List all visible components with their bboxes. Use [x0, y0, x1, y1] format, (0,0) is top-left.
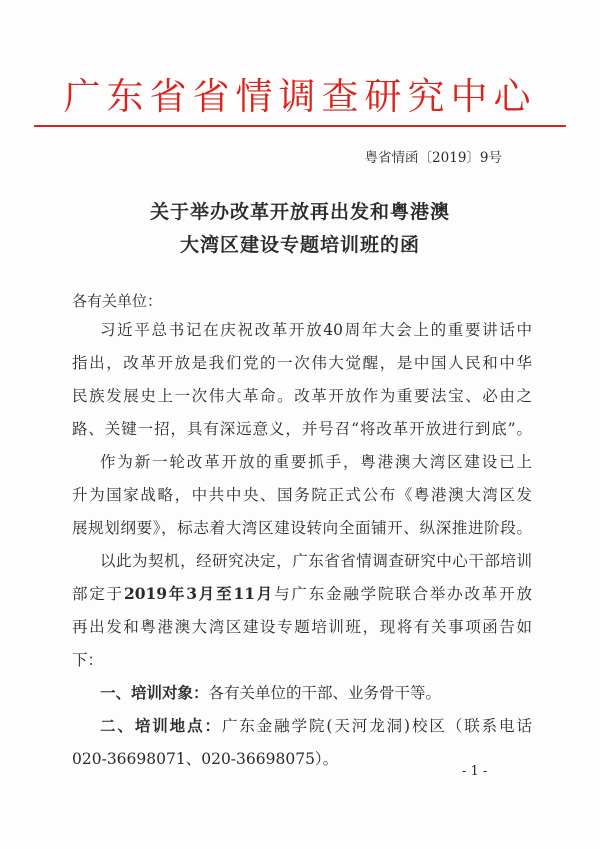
letterhead-rule	[34, 125, 566, 127]
document-number: 粤省情函〔2019〕9号	[364, 150, 502, 166]
paragraph-1-line: 路、关键一招，具有深远意义，并号召“将改革开放进行到底”。	[72, 420, 532, 438]
document-title-line-2: 大湾区建设专题培训班的函	[179, 234, 420, 256]
item-label: 一、培训对象：	[100, 683, 209, 702]
item-training-location	[100, 715, 532, 737]
item-label: 二、培训地点：	[100, 716, 222, 735]
document-title-line-1: 关于举办改革开放再出发和粤港澳	[149, 201, 450, 223]
paragraph-3-text: 与广东金融学院联合举办改革开放	[274, 585, 532, 603]
paragraph-1-line: 习近平总书记在庆祝改革开放40周年大会上的重要讲话中	[100, 321, 532, 339]
paragraph-2-line: 展规划纲要》，标志着大湾区建设转向全面铺开、纵深推进阶段。	[72, 519, 532, 537]
paragraph-1-line: 民族发展史上一次伟大革命。改革开放作为重要法宝、必由之	[72, 387, 532, 405]
paragraph-2-line: 升为国家战略，中共中央、国务院正式公布《粤港澳大湾区发	[72, 486, 532, 504]
item-text: 广东金融学院(天河龙洞)校区（联系电话	[221, 717, 532, 735]
salutation: 各有关单位：	[72, 292, 163, 310]
paragraph-3-line	[72, 583, 532, 605]
paragraph-3-line: 下：	[72, 651, 104, 669]
paragraph-3-text: 部定于	[72, 585, 124, 603]
paragraph-3-line: 再出发和粤港澳大湾区建设专题培训班，现将有关事项函告如	[72, 618, 532, 636]
letterhead-title: 广东省省情调查研究中心	[63, 75, 537, 118]
item-contact-numbers: 020-36698071、020-36698075）。	[72, 750, 339, 768]
item-training-target	[100, 682, 532, 704]
paragraph-2-line: 作为新一轮改革开放的重要抓手，粤港澳大湾区建设已上	[100, 453, 532, 471]
item-text: 各有关单位的干部、业务骨干等。	[208, 684, 442, 702]
page-number: - 1 -	[462, 764, 488, 779]
paragraph-3-line: 以此为契机，经研究决定，广东省省情调查研究中心干部培训	[100, 552, 532, 570]
paragraph-1-line: 指出，改革开放是我们党的一次伟大觉醒，是中国人民和中华	[72, 354, 532, 372]
training-date-range: 2019年3月至11月	[123, 584, 275, 603]
